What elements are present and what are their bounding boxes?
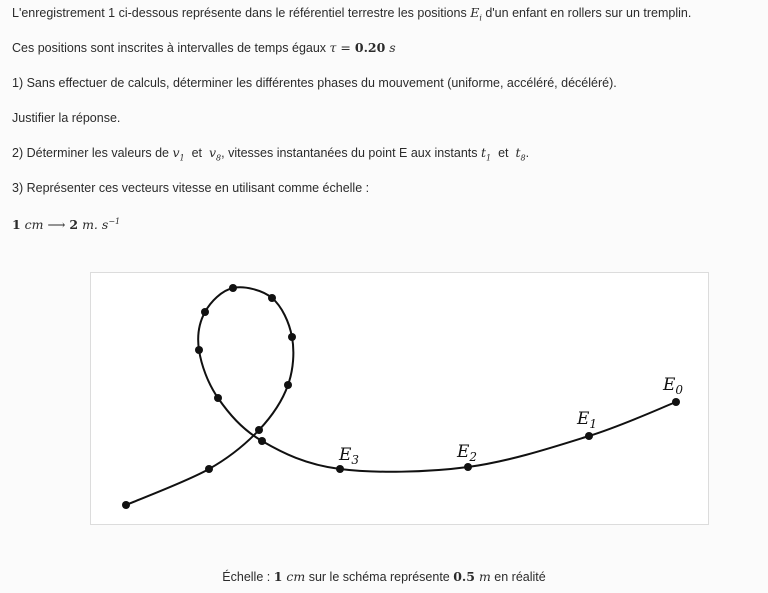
math-position-symbol [470, 5, 482, 23]
t8-subscript: 8 [520, 153, 526, 163]
position-label: $E_0$ [663, 375, 684, 397]
question-3 [12, 180, 369, 196]
caption-value-2: 0.5 [453, 569, 475, 584]
question-1-text: 1) Sans effectuer de calculs, déterminer les différentes phases du mouvement (uniforme, accéléré, décéléré). [12, 76, 617, 90]
position-dot [268, 294, 276, 302]
t1-subscript: 1 [486, 153, 492, 163]
scale-exponent: −1 [108, 217, 121, 226]
position-dot [214, 394, 222, 402]
math-symbol: E [470, 5, 480, 20]
trajectory-diagram [90, 272, 709, 525]
intro-text-after: d'un enfant en rollers sur un tremplin. [481, 6, 692, 20]
caption-unit-1: cm [282, 569, 306, 584]
intro-paragraph [12, 5, 691, 27]
v8-subscript: 8 [216, 153, 222, 163]
t8-symbol: t [515, 145, 521, 160]
position-label: $E_3$ [339, 445, 360, 467]
position-dot [195, 346, 203, 354]
question-2-text-mid: , vitesses instantanées du point E aux instants [221, 146, 482, 160]
intro-text-before: L'enregistrement 1 ci-dessous représente dans le référentiel terrestre les positions [12, 6, 471, 20]
scale-left-unit: cm [20, 217, 44, 233]
position-dot [336, 465, 344, 473]
arrow-icon: ⟶ [43, 217, 70, 233]
scale-right-unit: m. s [78, 217, 109, 233]
and-text-1: et [184, 146, 209, 160]
justify-text: Justifier la réponse. [12, 111, 121, 125]
position-dot [122, 501, 130, 509]
v8-symbol: v [208, 145, 217, 160]
math-v8 [208, 145, 222, 163]
math-subscript: i [479, 13, 482, 23]
question-1-justify [12, 110, 120, 126]
tau-symbol: τ [329, 40, 337, 55]
caption-text-before: Échelle : [222, 570, 274, 584]
position-dot [205, 465, 213, 473]
trajectory-figure [90, 272, 709, 525]
question-2 [12, 145, 529, 167]
position-dot [229, 284, 237, 292]
scale-formula [12, 214, 120, 233]
math-tau [330, 40, 396, 55]
math-t8 [515, 145, 526, 163]
v1-symbol: v [172, 145, 180, 160]
interval-unit: s [385, 40, 396, 55]
question-1 [12, 75, 617, 91]
position-dot [258, 437, 266, 445]
position-dot [284, 381, 292, 389]
scale-left-value: 1 [12, 217, 21, 233]
caption-unit-2: m [474, 569, 491, 584]
interval-text: Ces positions sont inscrites à intervalles de temps égaux [12, 41, 330, 55]
position-dots [122, 284, 680, 509]
v1-subscript: 1 [179, 153, 185, 163]
question-3-text: 3) Représenter ces vecteurs vitesse en utilisant comme échelle : [12, 181, 370, 195]
interval-value: 0.20 [354, 40, 386, 55]
figure-caption [0, 569, 768, 585]
position-dot [288, 333, 296, 341]
caption-text-after: en réalité [490, 570, 546, 584]
interval-paragraph [12, 40, 396, 56]
position-dot [255, 426, 263, 434]
position-dot [464, 463, 472, 471]
t1-symbol: t [481, 145, 487, 160]
scale-right-value: 2 [69, 217, 79, 233]
position-label: $E_2$ [457, 442, 478, 464]
and-text-2: et [491, 146, 516, 160]
question-2-period: . [525, 146, 530, 160]
position-dot [585, 432, 593, 440]
position-label: $E_1$ [577, 409, 598, 431]
caption-value-1: 1 [273, 569, 283, 584]
math-v1 [172, 145, 185, 163]
equals-sign: = [336, 40, 355, 55]
position-dot [672, 398, 680, 406]
caption-text-mid: sur le schéma représente [305, 570, 454, 584]
math-t1 [481, 145, 492, 163]
position-dot [201, 308, 209, 316]
question-2-text-before: 2) Déterminer les valeurs de [12, 146, 173, 160]
